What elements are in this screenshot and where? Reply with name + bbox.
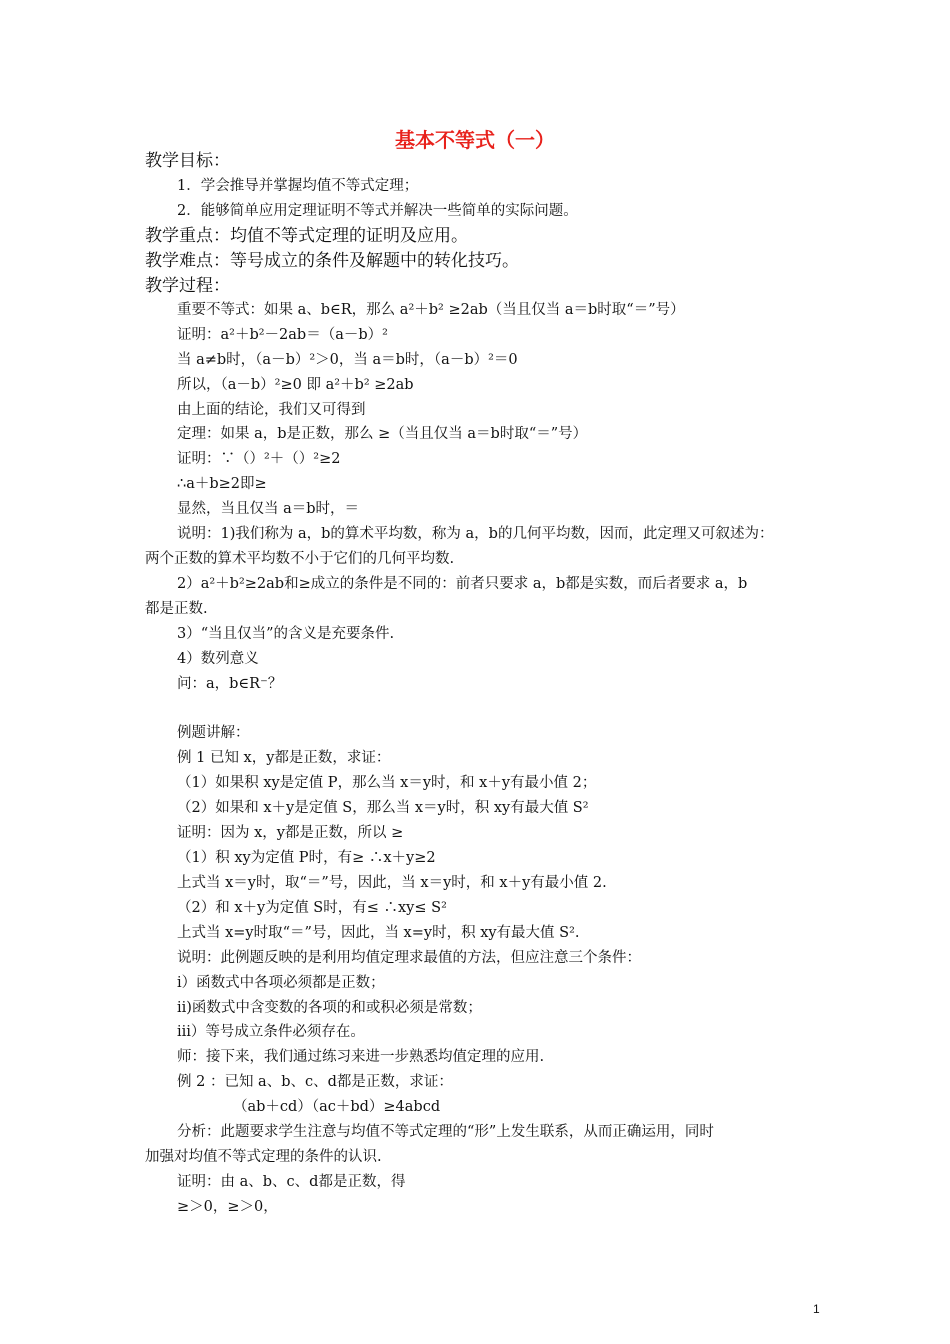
text-line: 由上面的结论，我们又可得到 [177, 402, 366, 418]
text-line: （2）如果和 x＋y是定值 S，那么当 x＝y时，积 xy有最大值 S² [177, 800, 589, 816]
text-line: 上式当 x=y时取“＝”号，因此，当 x=y时，积 xy有最大值 S². [177, 925, 580, 941]
text-line: 说明：1)我们称为 a，b的算术平均数，称为 a，b的几何平均数，因而，此定理又可叙述为： [177, 526, 774, 542]
text-line: （1）积 xy为定值 P时，有≥ ∴x＋y≥2 [177, 850, 436, 866]
objective-1: 1．学会推导并掌握均值不等式定理； [177, 178, 419, 194]
text-line: 师：接下来，我们通过练习来进一步熟悉均值定理的应用. [177, 1049, 545, 1065]
text-line: 例题讲解： [177, 725, 250, 741]
text-line: 上式当 x＝y时，取“＝”号，因此，当 x＝y时，和 x＋y有最小值 2. [177, 875, 607, 891]
text-line: ∴a＋b≥2即≥ [177, 476, 267, 492]
text-line: 证明：∵（）²＋（）²≥2 [177, 451, 341, 467]
text-line: 重要不等式：如果 a、b∈R，那么 a²＋b² ≥2ab（当且仅当 a＝b时取“＝”号） [177, 302, 685, 318]
text-line: ⅰ）函数式中各项必须都是正数； [177, 975, 385, 991]
text-line: 所以，（a－b）²≥0 即 a²＋b² ≥2ab [177, 377, 414, 393]
text-line: （1）如果积 xy是定值 P，那么当 x＝y时，和 x＋y有最小值 2； [177, 775, 597, 791]
heading-key-point: 教学重点：均值不等式定理的证明及应用。 [145, 226, 468, 246]
text-line: 2）a²＋b²≥2ab和≥成立的条件是不同的：前者只要求 a，b都是实数，而后者要求 a，b [177, 576, 748, 592]
text-line: （ab＋cd）（ac＋bd）≥4abcd [233, 1099, 441, 1115]
text-line: 4）数列意义 [177, 651, 259, 667]
document-title: 基本不等式（一） [395, 128, 555, 152]
text-line: 都是正数. [145, 601, 208, 617]
text-line: 分析：此题要求学生注意与均值不等式定理的“形”上发生联系，从而正确运用，同时 [177, 1124, 714, 1140]
text-line: （2）和 x＋y为定值 S时，有≤ ∴xy≤ S² [177, 900, 447, 916]
heading-difficulty: 教学难点：等号成立的条件及解题中的转化技巧。 [145, 251, 519, 271]
text-line: 证明：由 a、b、c、d都是正数，得 [177, 1174, 406, 1190]
page-number: 1 [813, 1302, 820, 1316]
text-line: ≥＞0，≥＞0， [177, 1199, 278, 1215]
text-line: 证明：因为 x，y都是正数，所以 ≥ [177, 825, 404, 841]
text-line: 两个正数的算术平均数不小于它们的几何平均数. [145, 551, 455, 567]
text-line: 证明：a²＋b²－2ab＝（a－b）² [177, 327, 388, 343]
text-line: ⅱ)函数式中含变数的各项的和或积必须是常数； [177, 1000, 482, 1016]
text-line: 当 a≠b时，（a－b）²＞0，当 a＝b时，（a－b）²＝0 [177, 352, 518, 368]
text-line: 加强对均值不等式定理的条件的认识. [145, 1149, 382, 1165]
text-line: ⅲ）等号成立条件必须存在。 [177, 1024, 365, 1040]
text-line: 定理：如果 a，b是正数，那么 ≥（当且仅当 a＝b时取“＝”号） [177, 426, 588, 442]
heading-objectives: 教学目标： [145, 151, 230, 171]
text-line: 说明：此例题反映的是利用均值定理求最值的方法，但应注意三个条件： [177, 950, 641, 966]
text-line: 例 1 已知 x，y都是正数，求证： [177, 750, 391, 766]
text-line: 例 2 ：已知 a、b、c、d都是正数，求证： [177, 1074, 453, 1090]
text-line: 显然，当且仅当 a＝b时，＝ [177, 501, 360, 517]
text-line: 3）“当且仅当”的含义是充要条件. [177, 626, 395, 642]
objective-2: 2．能够简单应用定理证明不等式并解决一些简单的实际问题。 [177, 203, 578, 219]
text-line: 问：a，b∈R⁻？ [177, 676, 283, 692]
heading-process: 教学过程： [145, 276, 230, 296]
